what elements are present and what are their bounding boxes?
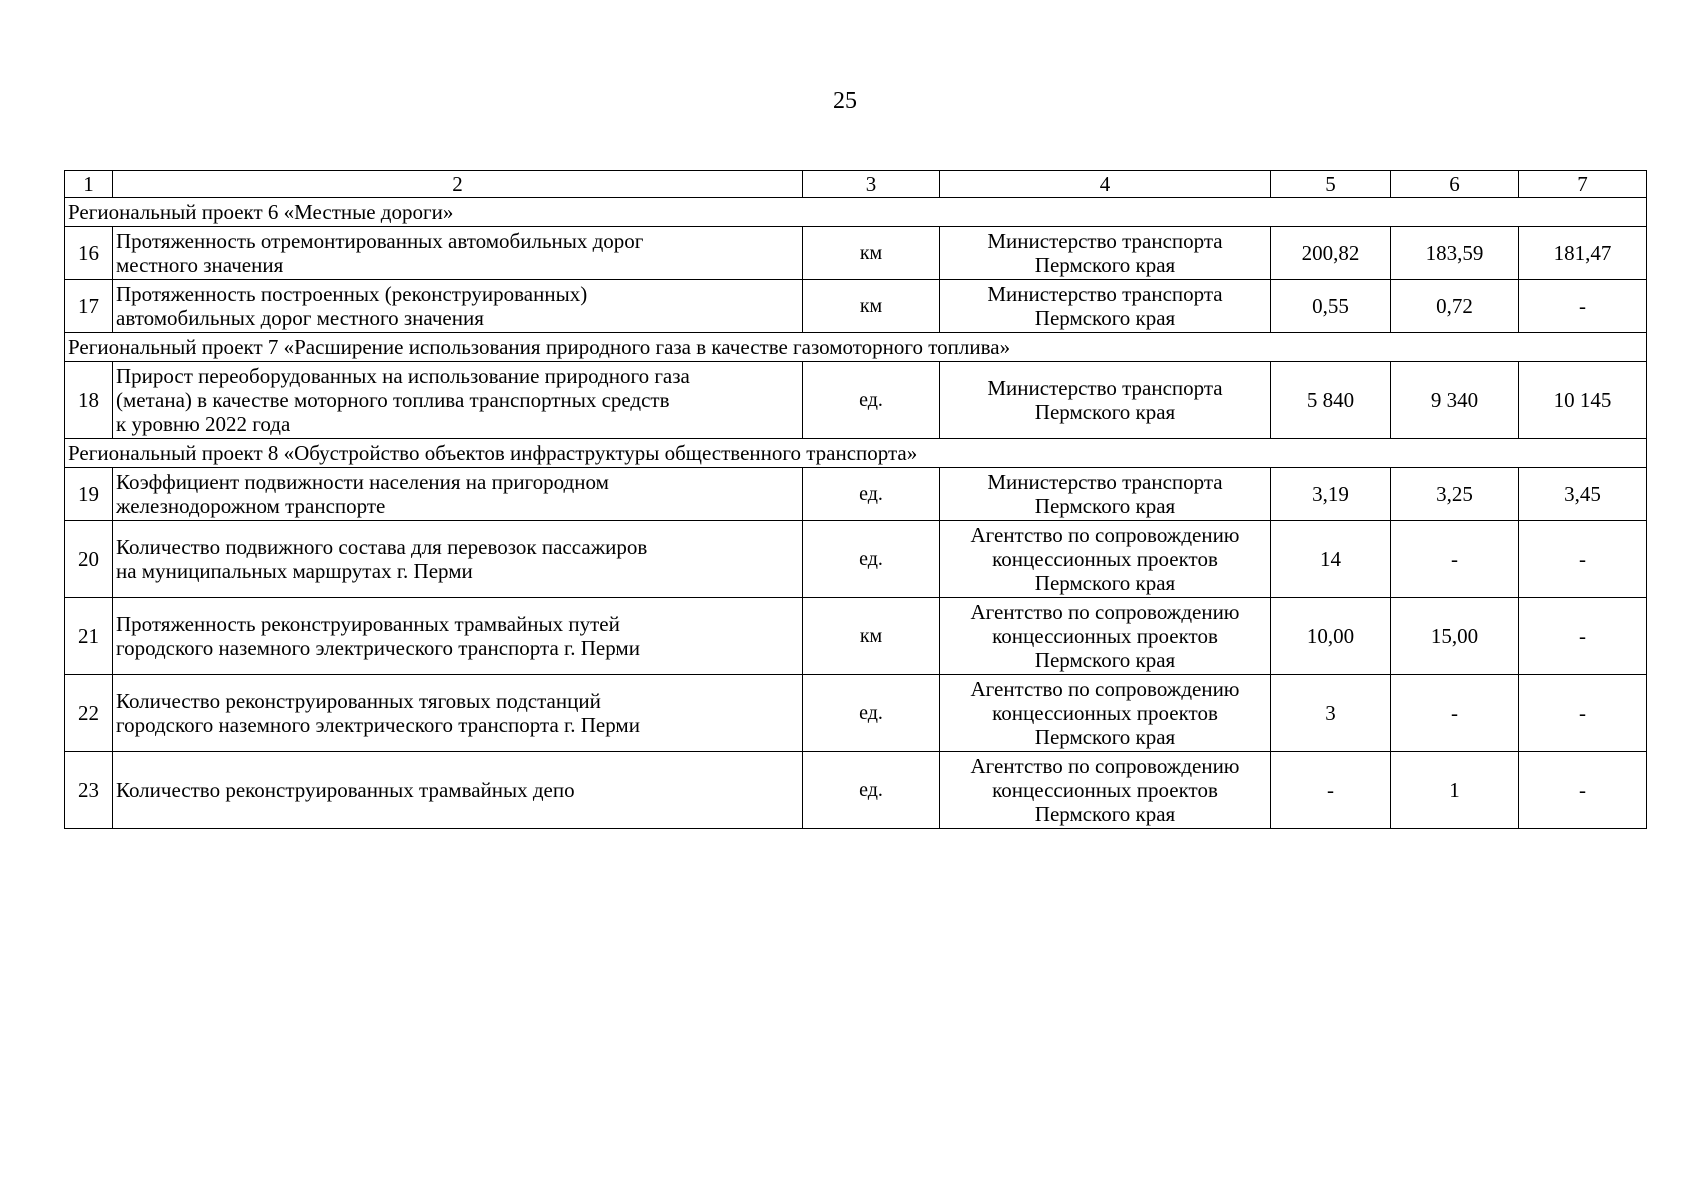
table-row [65,362,1647,439]
value-col5: 3 [1271,675,1391,752]
unit: ед. [803,675,940,752]
value-col7: - [1519,675,1647,752]
row-number: 17 [65,280,113,333]
section-row [65,198,1647,227]
section-title: Региональный проект 7 «Расширение использования природного газа в качестве газомоторного топлива» [65,333,1647,362]
table-row [65,675,1647,752]
value-col6: 15,00 [1391,598,1519,675]
value-col7: 3,45 [1519,468,1647,521]
header-cell: 4 [940,171,1271,198]
header-row [65,171,1647,198]
indicator-name: Протяженность построенных (реконструированных) автомобильных дорог местного значения [113,280,803,333]
value-col7: 181,47 [1519,227,1647,280]
responsible-body: Министерство транспорта Пермского края [940,362,1271,439]
row-number: 16 [65,227,113,280]
row-number: 19 [65,468,113,521]
value-col6: 9 340 [1391,362,1519,439]
value-col5: 14 [1271,521,1391,598]
value-col6: - [1391,675,1519,752]
row-number: 22 [65,675,113,752]
indicator-name: Протяженность отремонтированных автомобильных дорог местного значения [113,227,803,280]
value-col7: 10 145 [1519,362,1647,439]
value-col5: 3,19 [1271,468,1391,521]
value-col6: 1 [1391,752,1519,829]
table-row [65,752,1647,829]
indicators-table [64,170,1647,829]
section-title: Региональный проект 6 «Местные дороги» [65,198,1647,227]
responsible-body: Министерство транспорта Пермского края [940,280,1271,333]
value-col5: 10,00 [1271,598,1391,675]
value-col7: - [1519,752,1647,829]
header-cell: 7 [1519,171,1647,198]
section-title: Региональный проект 8 «Обустройство объектов инфраструктуры общественного транспорта» [65,439,1647,468]
indicator-name: Протяженность реконструированных трамвайных путей городского наземного электрического транспорта г. Перми [113,598,803,675]
indicator-name: Количество подвижного состава для перевозок пассажиров на муниципальных маршрутах г. Перми [113,521,803,598]
header-cell: 6 [1391,171,1519,198]
page-number: 25 [833,88,857,114]
unit: км [803,227,940,280]
value-col5: 200,82 [1271,227,1391,280]
unit: км [803,598,940,675]
unit: ед. [803,362,940,439]
row-number: 18 [65,362,113,439]
table-row [65,468,1647,521]
responsible-body: Агентство по сопровождению концессионных проектов Пермского края [940,521,1271,598]
unit: ед. [803,521,940,598]
responsible-body: Министерство транспорта Пермского края [940,227,1271,280]
row-number: 21 [65,598,113,675]
unit: км [803,280,940,333]
unit: ед. [803,468,940,521]
value-col5: - [1271,752,1391,829]
value-col7: - [1519,598,1647,675]
row-number: 20 [65,521,113,598]
value-col7: - [1519,280,1647,333]
value-col6: 183,59 [1391,227,1519,280]
responsible-body: Агентство по сопровождению концессионных проектов Пермского края [940,598,1271,675]
responsible-body: Агентство по сопровождению концессионных проектов Пермского края [940,752,1271,829]
header-cell: 1 [65,171,113,198]
indicator-name: Количество реконструированных трамвайных депо [113,752,803,829]
value-col6: 3,25 [1391,468,1519,521]
indicator-name: Прирост переоборудованных на использование природного газа (метана) в качестве моторного топлива транспортных средств к уровню 2022 года [113,362,803,439]
value-col6: - [1391,521,1519,598]
responsible-body: Агентство по сопровождению концессионных проектов Пермского края [940,675,1271,752]
table-row [65,521,1647,598]
table-row [65,280,1647,333]
value-col5: 5 840 [1271,362,1391,439]
section-row [65,333,1647,362]
value-col7: - [1519,521,1647,598]
section-row [65,439,1647,468]
indicator-name: Коэффициент подвижности населения на пригородном железнодорожном транспорте [113,468,803,521]
header-cell: 5 [1271,171,1391,198]
table-row [65,598,1647,675]
table-row [65,227,1647,280]
header-cell: 3 [803,171,940,198]
header-cell: 2 [113,171,803,198]
responsible-body: Министерство транспорта Пермского края [940,468,1271,521]
row-number: 23 [65,752,113,829]
indicator-name: Количество реконструированных тяговых подстанций городского наземного электрического транспорта г. Перми [113,675,803,752]
unit: ед. [803,752,940,829]
value-col6: 0,72 [1391,280,1519,333]
value-col5: 0,55 [1271,280,1391,333]
